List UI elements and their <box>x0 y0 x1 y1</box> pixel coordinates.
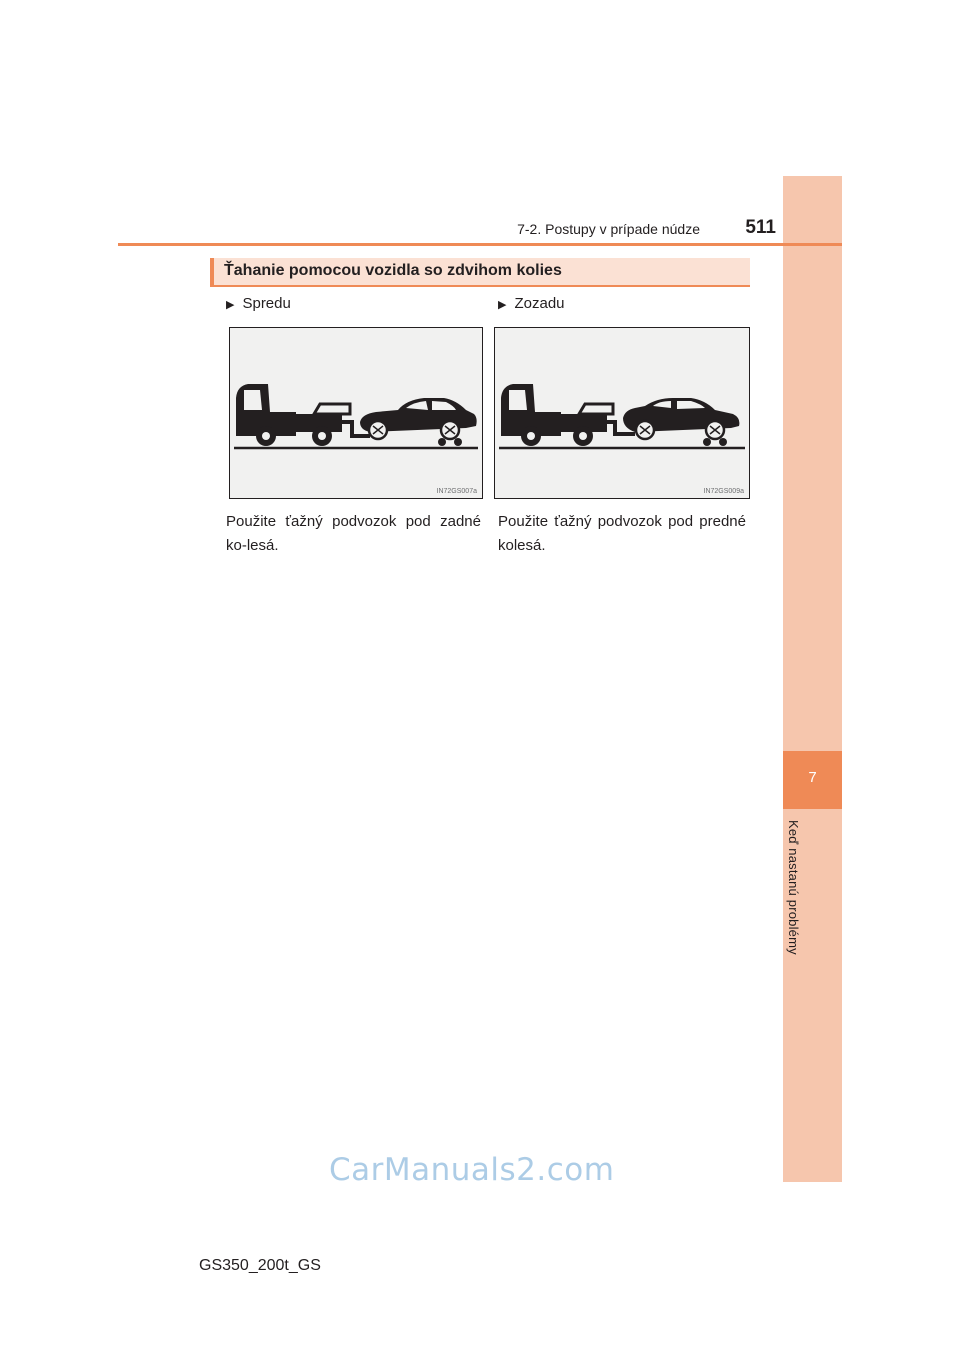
header-section-title: 7-2. Postupy v prípade núdze <box>517 221 700 237</box>
column-label-rear: ▶ Zozadu <box>498 295 565 312</box>
figure-tow-rear <box>494 327 750 499</box>
watermark-logo: CarManuals2.com <box>329 1152 615 1188</box>
triangle-bullet-icon: ▶ <box>498 299 507 311</box>
figure-code: IN72GS007a <box>436 488 477 495</box>
section-heading-box <box>210 258 750 287</box>
footer-model-code: GS350_200t_GS <box>199 1257 321 1274</box>
side-chapter-marker <box>783 751 842 809</box>
section-title: Ťahanie pomocou vozidla so zdvihom kolies <box>224 262 562 279</box>
caption-rear: Použite ťažný podvozok pod predné kolesá. <box>498 513 746 554</box>
figure-code: IN72GS009a <box>703 488 744 495</box>
triangle-bullet-icon: ▶ <box>226 299 235 311</box>
page-number: 511 <box>745 217 776 238</box>
header-rule <box>118 243 842 246</box>
chapter-number: 7 <box>808 769 817 786</box>
tow-truck-illustration <box>495 328 751 500</box>
caption-front: Použite ťažný podvozok pod zadné ko-lesá. <box>226 513 481 554</box>
column-label-front: ▶ Spredu <box>226 295 291 312</box>
chapter-title: Keď nastanú problémy <box>786 820 801 955</box>
figure-tow-front <box>229 327 483 499</box>
watermark-site: carmanualsonline.info <box>728 1336 861 1350</box>
tow-truck-illustration <box>230 328 484 500</box>
side-tab <box>783 176 842 1182</box>
